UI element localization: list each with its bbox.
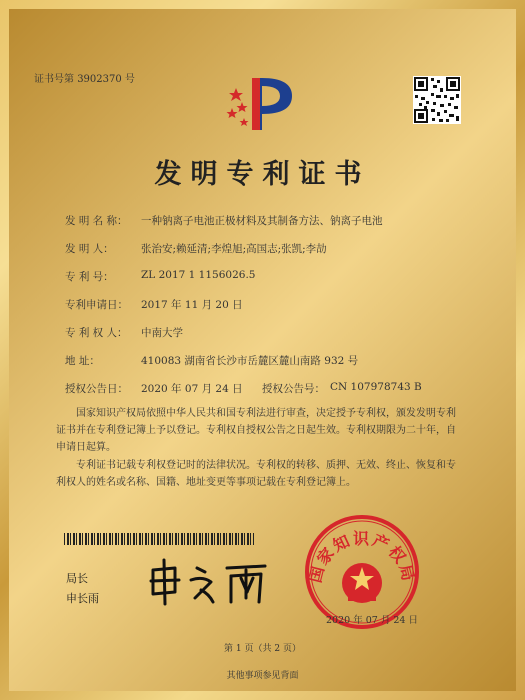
inventor-value: 张治安;赖延清;李煌旭;高国志;张凯;李劼 [141, 243, 327, 255]
grant-number-label: 授权公告号： [262, 383, 325, 395]
application-date-label: 专利申请日： [65, 299, 128, 311]
director-name: 申长雨 [66, 592, 99, 605]
seal-date: 2020 年 07 月 24 日 [326, 615, 418, 626]
director-signature-icon [145, 556, 275, 608]
certificate-number: 3902370 [77, 74, 122, 85]
invention-name-value: 一种钠离子电池正极材料及其制备方法、钠离子电池 [141, 215, 383, 227]
inventor-label: 发 明 人： [65, 243, 114, 255]
director-title: 局长 [66, 572, 88, 585]
page-info: 第 1 页（共 2 页） [224, 644, 301, 654]
patentee-label: 专 利 权 人： [65, 327, 128, 339]
invention-name-label: 发 明 名 称： [65, 215, 128, 227]
qr-code-icon [413, 76, 461, 124]
back-note: 其他事项参见背面 [226, 671, 299, 681]
seal-text: 国家知识产权局 [305, 528, 419, 585]
address-label: 地 址： [65, 355, 100, 367]
certificate-number-line [34, 70, 135, 85]
application-date-value: 2017 年 11 月 20 日 [141, 299, 243, 311]
patent-number-value: ZL 2017 1 1156026.5 [141, 269, 256, 281]
grant-date-value: 2020 年 07 月 24 日 [141, 383, 243, 395]
patent-number-label: 专 利 号： [65, 271, 114, 283]
grant-number-value: CN 107978743 B [330, 381, 422, 393]
barcode-strip [64, 533, 254, 545]
grant-date-label: 授权公告日： [65, 383, 128, 395]
certificate-number-suffix: 号 [124, 74, 135, 85]
cnipa-emblem-icon [222, 74, 306, 134]
patentee-value: 中南大学 [141, 327, 183, 339]
address-value: 410083 湖南省长沙市岳麓区麓山南路 932 号 [141, 355, 359, 367]
certificate-title: 发明专利证书 [154, 159, 371, 190]
registration-note-paragraph: 专利证书记载专利权登记时的法律状况。专利权的转移、质押、无效、终止、恢复和专利权人的姓名或名称、国籍、地址变更等事项记载在专利登记簿上。 [56, 460, 456, 488]
grant-statement-paragraph: 国家知识产权局依照中华人民共和国专利法进行审查，决定授予专利权，颁发发明专利证书并在专利登记簿上予以登记。专利权自授权公告之日起生效。专利权期限为二十年，自申请日起算。 [56, 408, 456, 453]
certificate-number-label: 证书号第 [34, 74, 74, 85]
